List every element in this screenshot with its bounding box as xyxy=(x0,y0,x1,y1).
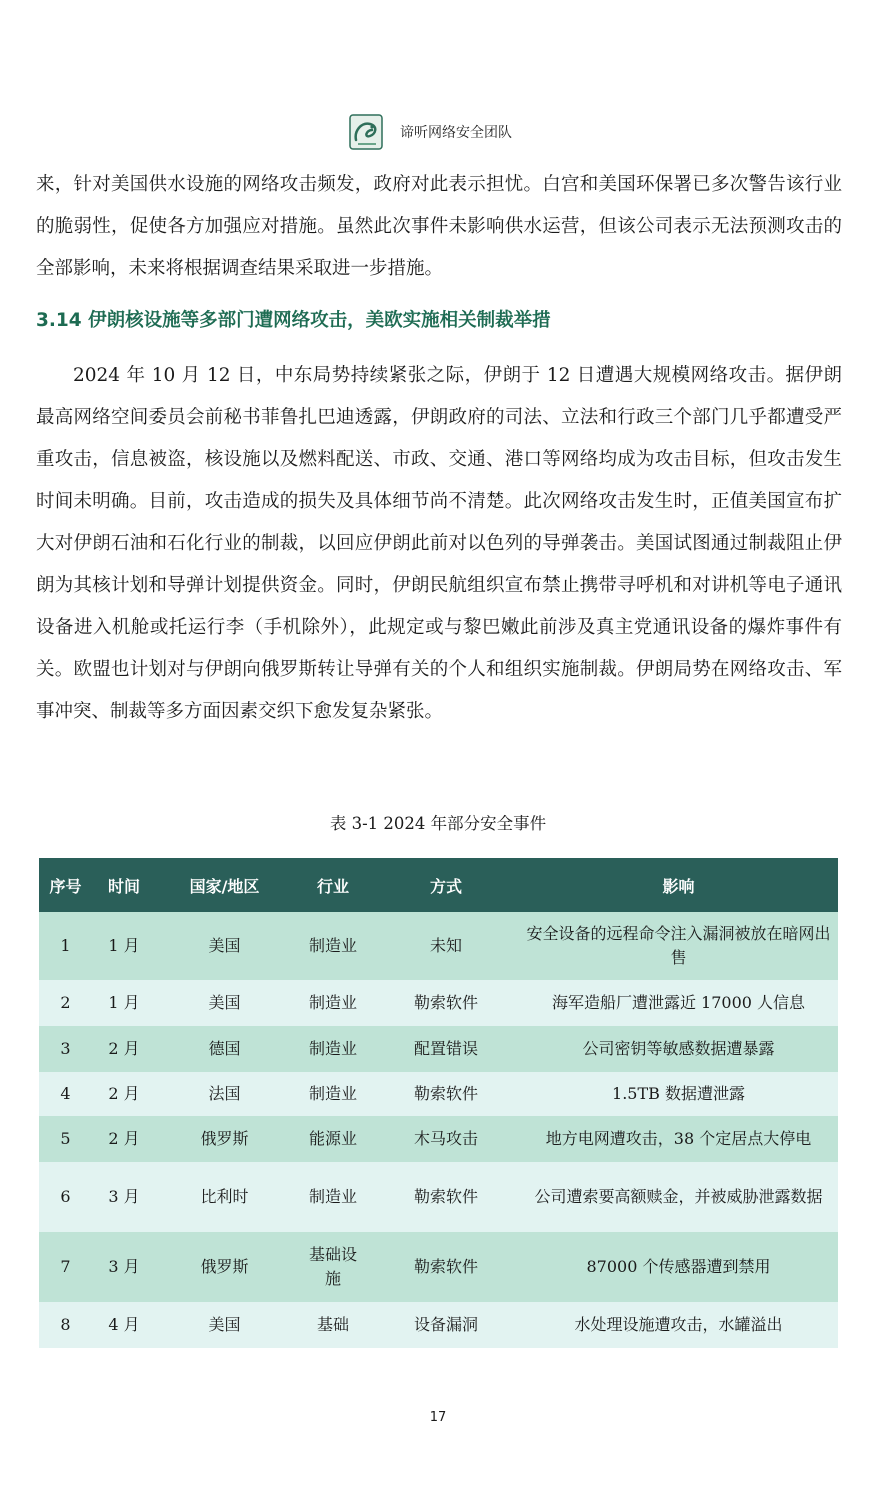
cell-method: 勒索软件 xyxy=(373,1232,519,1302)
cell-industry: 制造业 xyxy=(293,980,373,1026)
cell-time: 2 月 xyxy=(92,1072,156,1116)
cell-industry: 基础 xyxy=(293,1302,373,1348)
table-header-row xyxy=(39,858,838,912)
col-header-time: 时间 xyxy=(92,858,156,912)
cell-industry: 基础设施 xyxy=(293,1232,373,1302)
col-header-region: 国家/地区 xyxy=(156,858,293,912)
cell-impact: 安全设备的远程命令注入漏洞被放在暗网出售 xyxy=(519,912,838,980)
cell-method: 勒索软件 xyxy=(373,1072,519,1116)
cell-index: 8 xyxy=(39,1302,92,1348)
cell-impact: 水处理设施遭攻击，水罐溢出 xyxy=(519,1302,838,1348)
cell-index: 7 xyxy=(39,1232,92,1302)
cell-method: 未知 xyxy=(373,912,519,980)
cell-time: 2 月 xyxy=(92,1026,156,1072)
cell-impact: 海军造船厂遭泄露近 17000 人信息 xyxy=(519,980,838,1026)
page-number: 17 xyxy=(429,1410,447,1425)
cell-impact: 公司密钥等敏感数据遭暴露 xyxy=(519,1026,838,1072)
cell-region: 德国 xyxy=(156,1026,293,1072)
cell-time: 2 月 xyxy=(92,1116,156,1162)
cell-time: 3 月 xyxy=(92,1232,156,1302)
col-header-index: 序号 xyxy=(39,858,92,912)
table-row xyxy=(39,980,838,1026)
table-row xyxy=(39,1302,838,1348)
cell-index: 6 xyxy=(39,1162,92,1232)
cell-industry: 制造业 xyxy=(293,912,373,980)
table-row xyxy=(39,1162,838,1232)
cell-time: 3 月 xyxy=(92,1162,156,1232)
cell-region: 比利时 xyxy=(156,1162,293,1232)
cell-region: 法国 xyxy=(156,1072,293,1116)
cell-method: 勒索软件 xyxy=(373,980,519,1026)
cell-region: 美国 xyxy=(156,1302,293,1348)
cell-index: 5 xyxy=(39,1116,92,1162)
cell-region: 美国 xyxy=(156,980,293,1026)
cell-method: 设备漏洞 xyxy=(373,1302,519,1348)
cell-region: 俄罗斯 xyxy=(156,1116,293,1162)
cell-method: 勒索软件 xyxy=(373,1162,519,1232)
cell-impact: 1.5TB 数据遭泄露 xyxy=(519,1072,838,1116)
header-title: 谛听网络安全团队 xyxy=(400,125,512,141)
security-events-table xyxy=(39,858,838,1348)
cell-index: 4 xyxy=(39,1072,92,1116)
cell-industry: 制造业 xyxy=(293,1072,373,1116)
col-header-method: 方式 xyxy=(373,858,519,912)
cell-time: 1 月 xyxy=(92,912,156,980)
cell-industry: 制造业 xyxy=(293,1162,373,1232)
table-caption: 表 3-1 2024 年部分安全事件 xyxy=(329,814,547,833)
table-row xyxy=(39,1232,838,1302)
cell-industry: 制造业 xyxy=(293,1026,373,1072)
table-row xyxy=(39,1116,838,1162)
col-header-impact: 影响 xyxy=(519,858,838,912)
cell-method: 配置错误 xyxy=(373,1026,519,1072)
cell-region: 美国 xyxy=(156,912,293,980)
dragon-seal-icon xyxy=(346,112,386,152)
paragraph-iran-attack: 2024 年 10 月 12 日，中东局势持续紧张之际，伊朗于 12 日遭遇大规模网络攻击。据伊朗最高网络空间委员会前秘书菲鲁扎巴迪透露，伊朗政府的司法、立法和行政三个部门几乎都遭受严重攻击，信息被盗，核设施以及燃料配送、市政、交通、港口等网络均成为攻击目标，但攻击发生时间未明确。目前，攻击造成的损失及具体细节尚不清楚。此次网络攻击发生时，正值美国宣布扩大对伊朗石油和石化行业的制裁，以回应伊朗此前对以色列的导弹袭击。美国试图通过制裁阻止伊朗为其核计划和导弹计划提供资金。同时，伊朗民航组织宣布禁止携带寻呼机和对讲机等电子通讯设备进入机舱或托运行李（手机除外），此规定或与黎巴嫩此前涉及真主党通讯设备的爆炸事件有关。欧盟也计划对与伊朗向俄罗斯转让导弹有关的个人和组织实施制裁。伊朗局势在网络攻击、军事冲突、制裁等多方面因素交织下愈发复杂紧张。 xyxy=(36,365,842,722)
cell-time: 1 月 xyxy=(92,980,156,1026)
col-header-industry: 行业 xyxy=(293,858,373,912)
cell-index: 3 xyxy=(39,1026,92,1072)
paragraph-intro: 来，针对美国供水设施的网络攻击频发，政府对此表示担忧。白宫和美国环保署已多次警告该行业的脆弱性，促使各方加强应对措施。虽然此次事件未影响供水运营，但该公司表示无法预测攻击的全部影响，未来将根据调查结果采取进一步措施。 xyxy=(36,174,842,279)
cell-index: 2 xyxy=(39,980,92,1026)
cell-industry: 能源业 xyxy=(293,1116,373,1162)
table-row xyxy=(39,1072,838,1116)
table-row xyxy=(39,1026,838,1072)
cell-method: 木马攻击 xyxy=(373,1116,519,1162)
section-heading: 3.14 伊朗核设施等多部门遭网络攻击，美欧实施相关制裁举措 xyxy=(36,310,551,331)
table-row xyxy=(39,912,838,980)
cell-region: 俄罗斯 xyxy=(156,1232,293,1302)
cell-impact: 地方电网遭攻击，38 个定居点大停电 xyxy=(519,1116,838,1162)
cell-impact: 公司遭索要高额赎金，并被威胁泄露数据 xyxy=(519,1162,838,1232)
cell-impact: 87000 个传感器遭到禁用 xyxy=(519,1232,838,1302)
page-header xyxy=(346,110,512,154)
cell-index: 1 xyxy=(39,912,92,980)
cell-time: 4 月 xyxy=(92,1302,156,1348)
